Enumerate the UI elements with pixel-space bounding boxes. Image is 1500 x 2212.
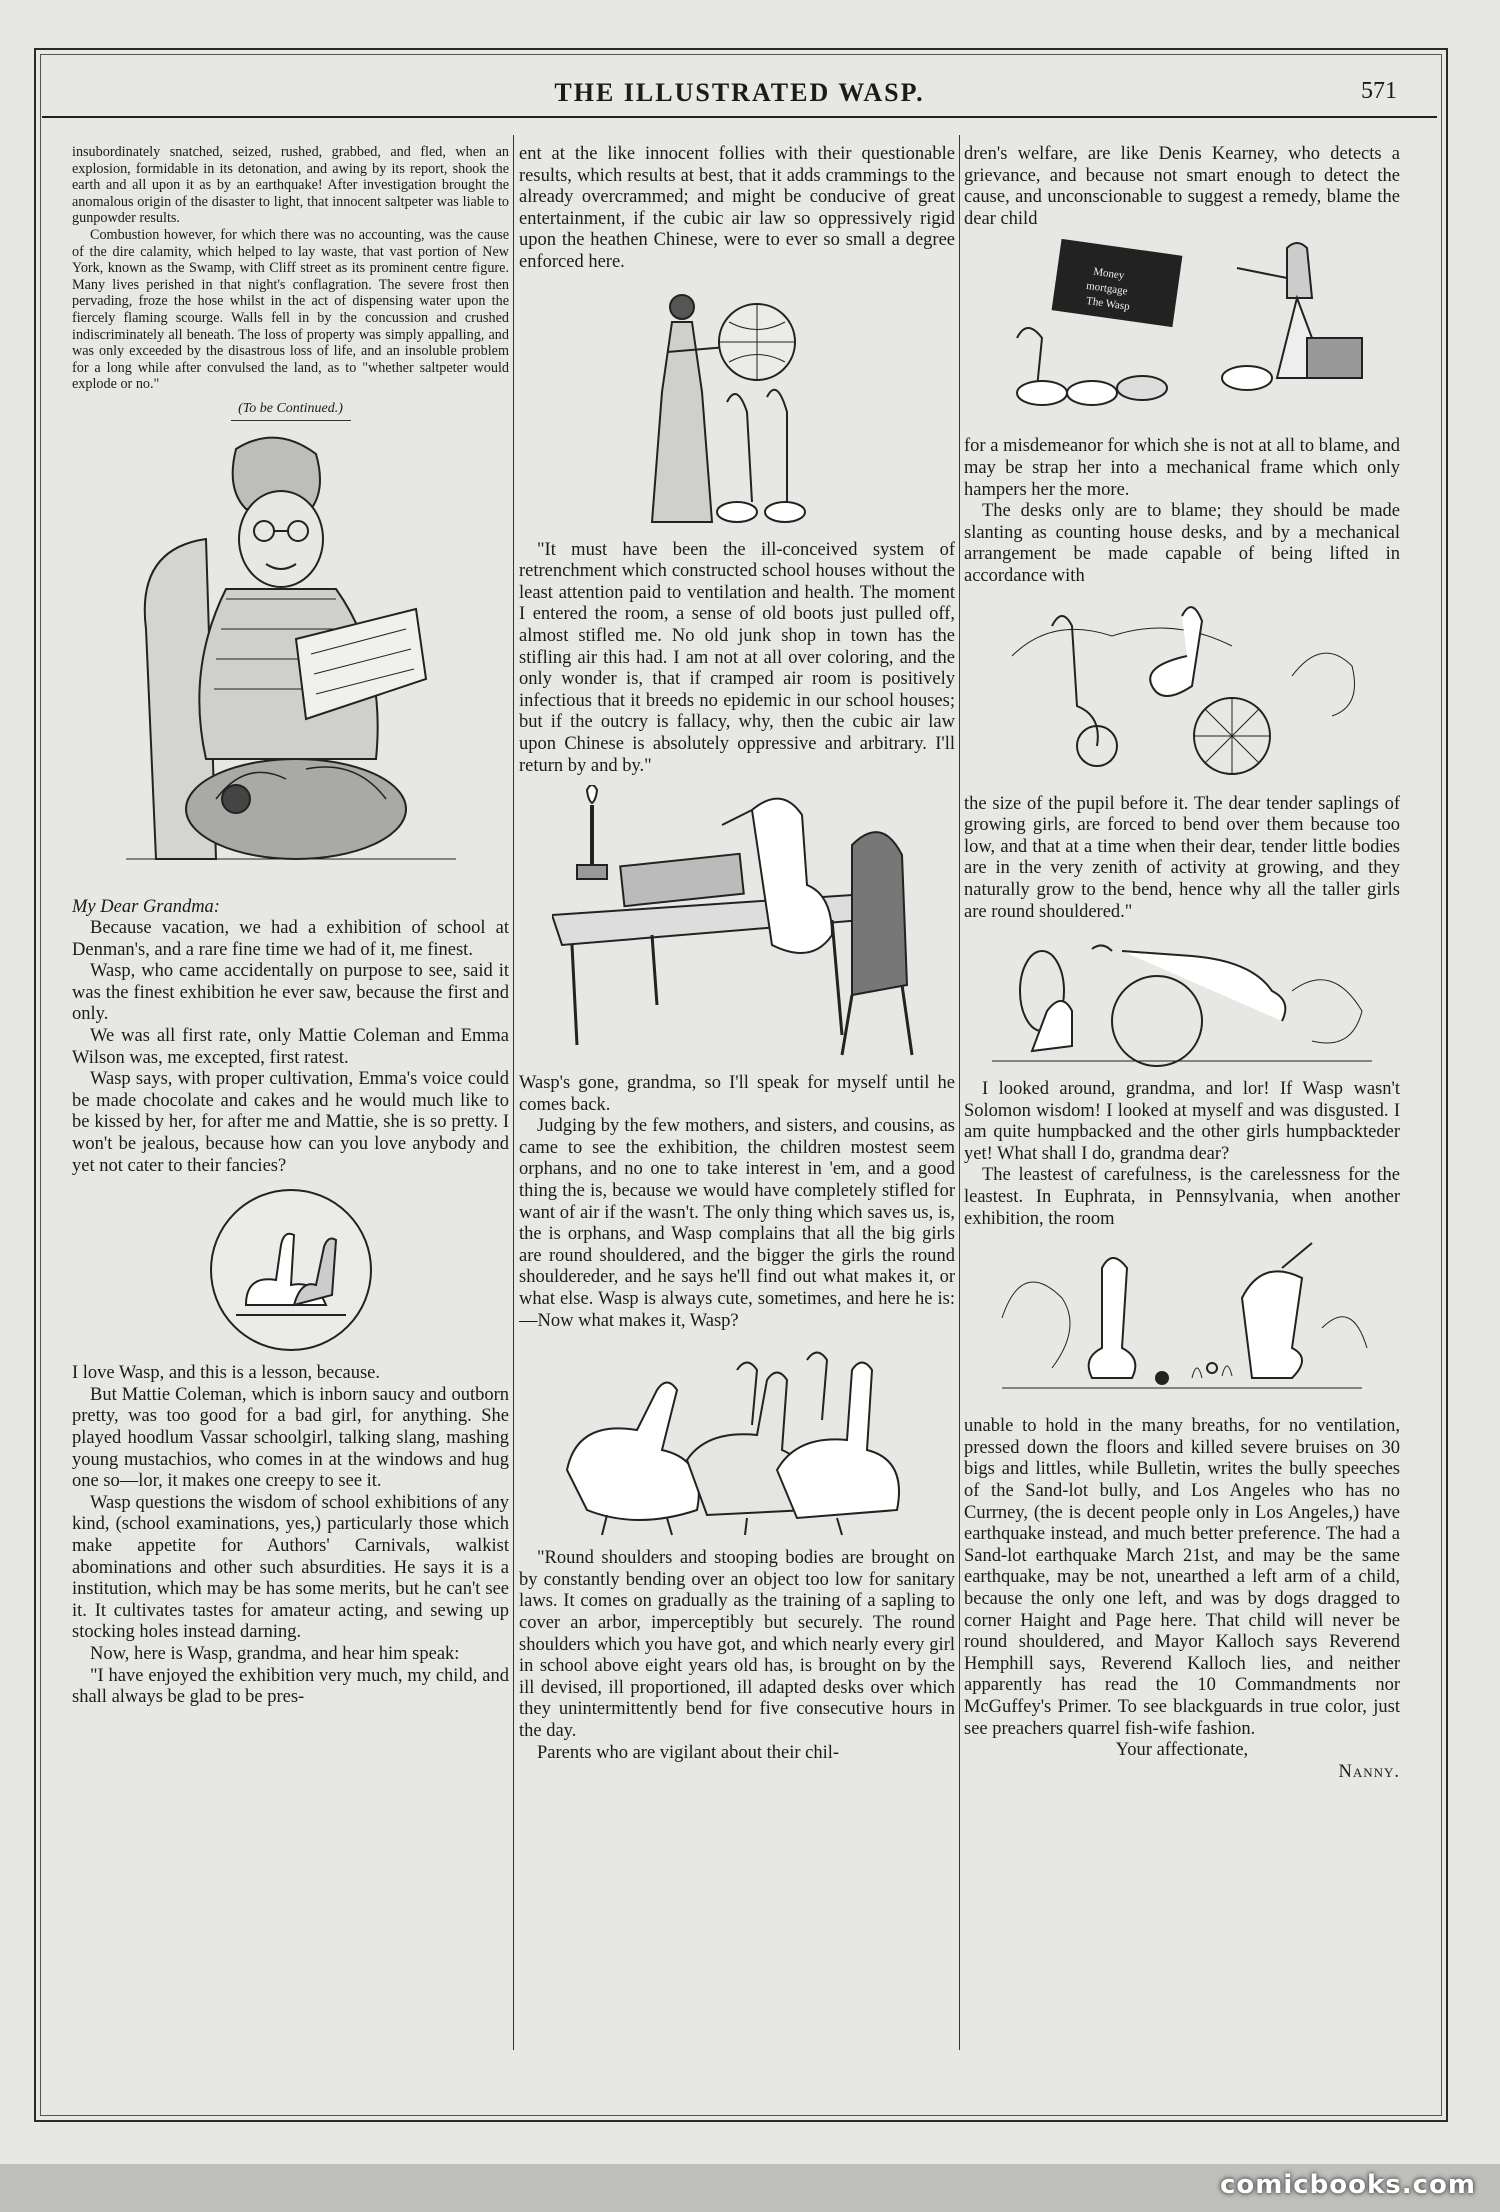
divider xyxy=(231,420,351,421)
serial-story xyxy=(72,144,509,421)
column-rule xyxy=(959,135,960,2050)
signature: Nanny. xyxy=(1338,1761,1400,1782)
masthead-title: THE ILLUSTRATED WASP. xyxy=(554,78,925,107)
flock-of-geese-illustration xyxy=(547,1340,927,1540)
blackboard-text: mortgage xyxy=(1085,280,1129,298)
paragraph: Now, here is Wasp, grandma, and hear him speak: xyxy=(90,1643,460,1664)
paragraph: Judging by the few mothers, and sisters, and cousins, as came to see the exhibition, the children mostest seem orphans, and no one to take interest in 'em, and a good thing the is, because we would have completely stifled for want of air if the wasn't. The only thing which saves us, is, the is orphans, and Wasp complains that all the big girls are round shouldered, and the bigger the girls the round shouldereder, and he says he'll find out what makes it, or what else. Wasp is always cute, sometimes, and here he is:—Now what makes it, Wasp? xyxy=(519,1116,955,1331)
paragraph: Parents who are vigilant about their chil- xyxy=(537,1742,840,1763)
paragraph: "Round shoulders and stooping bodies are brought on by constantly bending over an object too low for sanitary laws. It comes on gradually as the training of a sapling to cover an arbor, imperceptibly but securely. The round shoulders which you have got, and which nearly every girl in school above eight years old has, is brought on by the ill devised, ill proportioned, ill adapted desks over which they unintermittently bend for five consecutive hours in the day. xyxy=(519,1548,955,1741)
paragraph: I love Wasp, and this is a lesson, because. xyxy=(72,1363,380,1384)
classroom-of-geese-illustration xyxy=(997,238,1367,428)
watermark: comicbooks.com xyxy=(1219,2170,1476,2200)
goose-jumping-hoop-illustration xyxy=(992,931,1372,1071)
paragraph: We was all first rate, only Mattie Coleman and Emma Wilson was, me excepted, first ratest. xyxy=(72,1026,509,1068)
paragraph: "I have enjoyed the exhibition very much, my child, and shall always be glad to be pres- xyxy=(72,1665,509,1708)
paragraph: Wasp says, with proper cultivation, Emma's voice could be made chocolate and cakes and he would much like to be kissed by her, for after me and Mattie, she is so pretty. I won't be jealous, because how can you love anybody and yet not cater to their fancies? xyxy=(72,1069,509,1176)
paragraph: The desks only are to blame; they should be made slanting as counting house desks, and by a mechanical arrangement be made capable of being lifted in accordance with xyxy=(964,501,1400,586)
grandma-reading-illustration xyxy=(126,429,456,889)
paragraph: dren's welfare, are like Denis Kearney, who detects a grievance, and because not smart enough to detect the cause, and unconscionable to suggest a remedy, blame the dear child xyxy=(964,144,1400,229)
paragraph: "It must have been the ill-conceived system of retrenchment which constructed school houses without the least attention paid to ventilation and health. The moment I entered the room, a sense of old boots just pulled off, almost stifled me. No old junk shop in town has the stifling air this had. I am not at all over coloring, and the only wonder is, that if cramped air room is positively infectious that it breeds no epidemic in our school houses; but if the outcry is fallacy, why, then the cubic air law upon Chinese is absolutely oppressive and arbitrary. I'll return by and by." xyxy=(519,539,955,776)
blackboard-text: Money xyxy=(1092,266,1126,283)
paragraph: insubordinately snatched, seized, rushed, grabbed, and fled, when an explosion, formidable in its detonation, and awing by its report, shook the earth and all upon it as by an earthquake! After investigation brought the anomalous origin of the disaster to light, that innocent saltpeter was liable to gunpowder results. xyxy=(72,144,509,227)
paragraph: But Mattie Coleman, which is inborn saucy and outborn pretty, was too good for a bad girl, for anything. She played hoodlum Vassar schoolgirl, talking slang, mashing young mustachios, who comes in at the windows and hug one so—lor, it makes one creepy to see it. xyxy=(72,1384,509,1492)
paragraph: The leastest of carefulness, is the carelessness for the leastest. In Euphrata, in Pennsylvania, when another exhibition, the room xyxy=(964,1165,1400,1229)
woman-with-globe-illustration xyxy=(637,282,837,532)
paragraph: Wasp questions the wisdom of school exhibitions of any kind, (school examinations, yes,) particularly those which make appetite for Authors' Carnivals, walkist abominations and other such absurdities. He says it is a institution, which may be has some merits, but he can't see it. It cultivates tastes for amateur acting, and sewing up stocking holes instead darning. xyxy=(72,1492,509,1643)
paragraph: ent at the like innocent follies with their questionable results, which results at best, that it adds crammings to the already overcrammed; and might be conducive of great entertainment, if the cubic air law so oppressively rigid upon the heathen Chinese, were to ever so small a degree enforced here. xyxy=(519,144,955,272)
to-be-continued: (To be Continued.) xyxy=(238,400,343,416)
blackboard-text: The Wasp xyxy=(1085,295,1131,314)
paragraph: Wasp, who came accidentally on purpose to see, said it was the finest exhibition he ever saw, because the first and only. xyxy=(72,961,509,1025)
geese-on-velocipedes-illustration xyxy=(992,596,1372,786)
paragraph: the size of the pupil before it. The dear tender saplings of growing girls, are forced to bend over them because too low, and that at a time when their dear, tender little bodies are in the very zenith of activity at growing, and they naturally grow to the bend, hence why all the taller girls are round shouldered." xyxy=(964,793,1400,922)
geese-vignette-illustration xyxy=(206,1185,376,1355)
closing: Your affectionate, xyxy=(1115,1740,1249,1761)
page-header xyxy=(42,62,1437,118)
page-number: 571 xyxy=(1361,78,1397,104)
paragraph: Combustion however, for which there was no accounting, was the cause of the dire calamity, which helped to lay waste, that vast portion of New York, known as the Swamp, with Cliff street as its prominent centre figure. Many lives perished in that night's conflagration. The severe frost then pervading, froze the hose whilst in the act of dispensing water upon the fiercely flaming scourge. Walls fell in by the concussion and crushed indiscriminately all beneath. The loss of property was simply appalling, and was only exceeded by the disastrous loss of life, and an insoluble problem for a long while after convulsed the land, as to "whether saltpeter would explode or no." xyxy=(72,226,509,393)
paragraph: I looked around, grandma, and lor! If Wasp wasn't Solomon wisdom! I looked at myself and was disgusted. I am quite humpbacked and the other girls humpbackteder yet! What shall I do, grandma dear? xyxy=(964,1079,1400,1164)
column-1 xyxy=(72,144,509,2044)
salutation: My Dear Grandma: xyxy=(72,896,220,917)
paragraph: Wasp's gone, grandma, so I'll speak for myself until he comes back. xyxy=(519,1073,955,1115)
column-3 xyxy=(964,144,1400,2044)
column-rule xyxy=(513,135,514,2050)
paragraph: for a misdemeanor for which she is not at all to blame, and may be strap her into a mechanical frame which only hampers her the more. xyxy=(964,436,1400,500)
geese-playing-croquet-illustration xyxy=(992,1238,1372,1408)
paragraph: unable to hold in the many breaths, for no ventilation, pressed down the floors and killed severe bruises on 30 bigs and littles, while Bulletin, writes the bully speeches of the Sand-lot bully, and Los Angeles who has no Currney, (the is decent people only in Los Angeles,) have earthquake instead, and much better preference. The had a Sand-lot earthquake March 21st, and may be the same earthquake, may be not, unearthed a left arm of a child, because the only one left, and was by dogs dragged to corner Haight and Page here. That child will never be round shouldered, and Mayor Kalloch says Reverend Hemphill says, Reverend Kalloch lies, and neither apparently has read the 10 Commandments nor McGuffey's Primer. To see blackguards in true color, just see preachers quarrel fish-wife fashion. xyxy=(964,1416,1400,1739)
paragraph: Because vacation, we had a exhibition of school at Denman's, and a rare fine time we had of it, me finest. xyxy=(72,918,509,960)
goose-at-desk-illustration xyxy=(552,785,922,1065)
column-2 xyxy=(519,144,955,2044)
